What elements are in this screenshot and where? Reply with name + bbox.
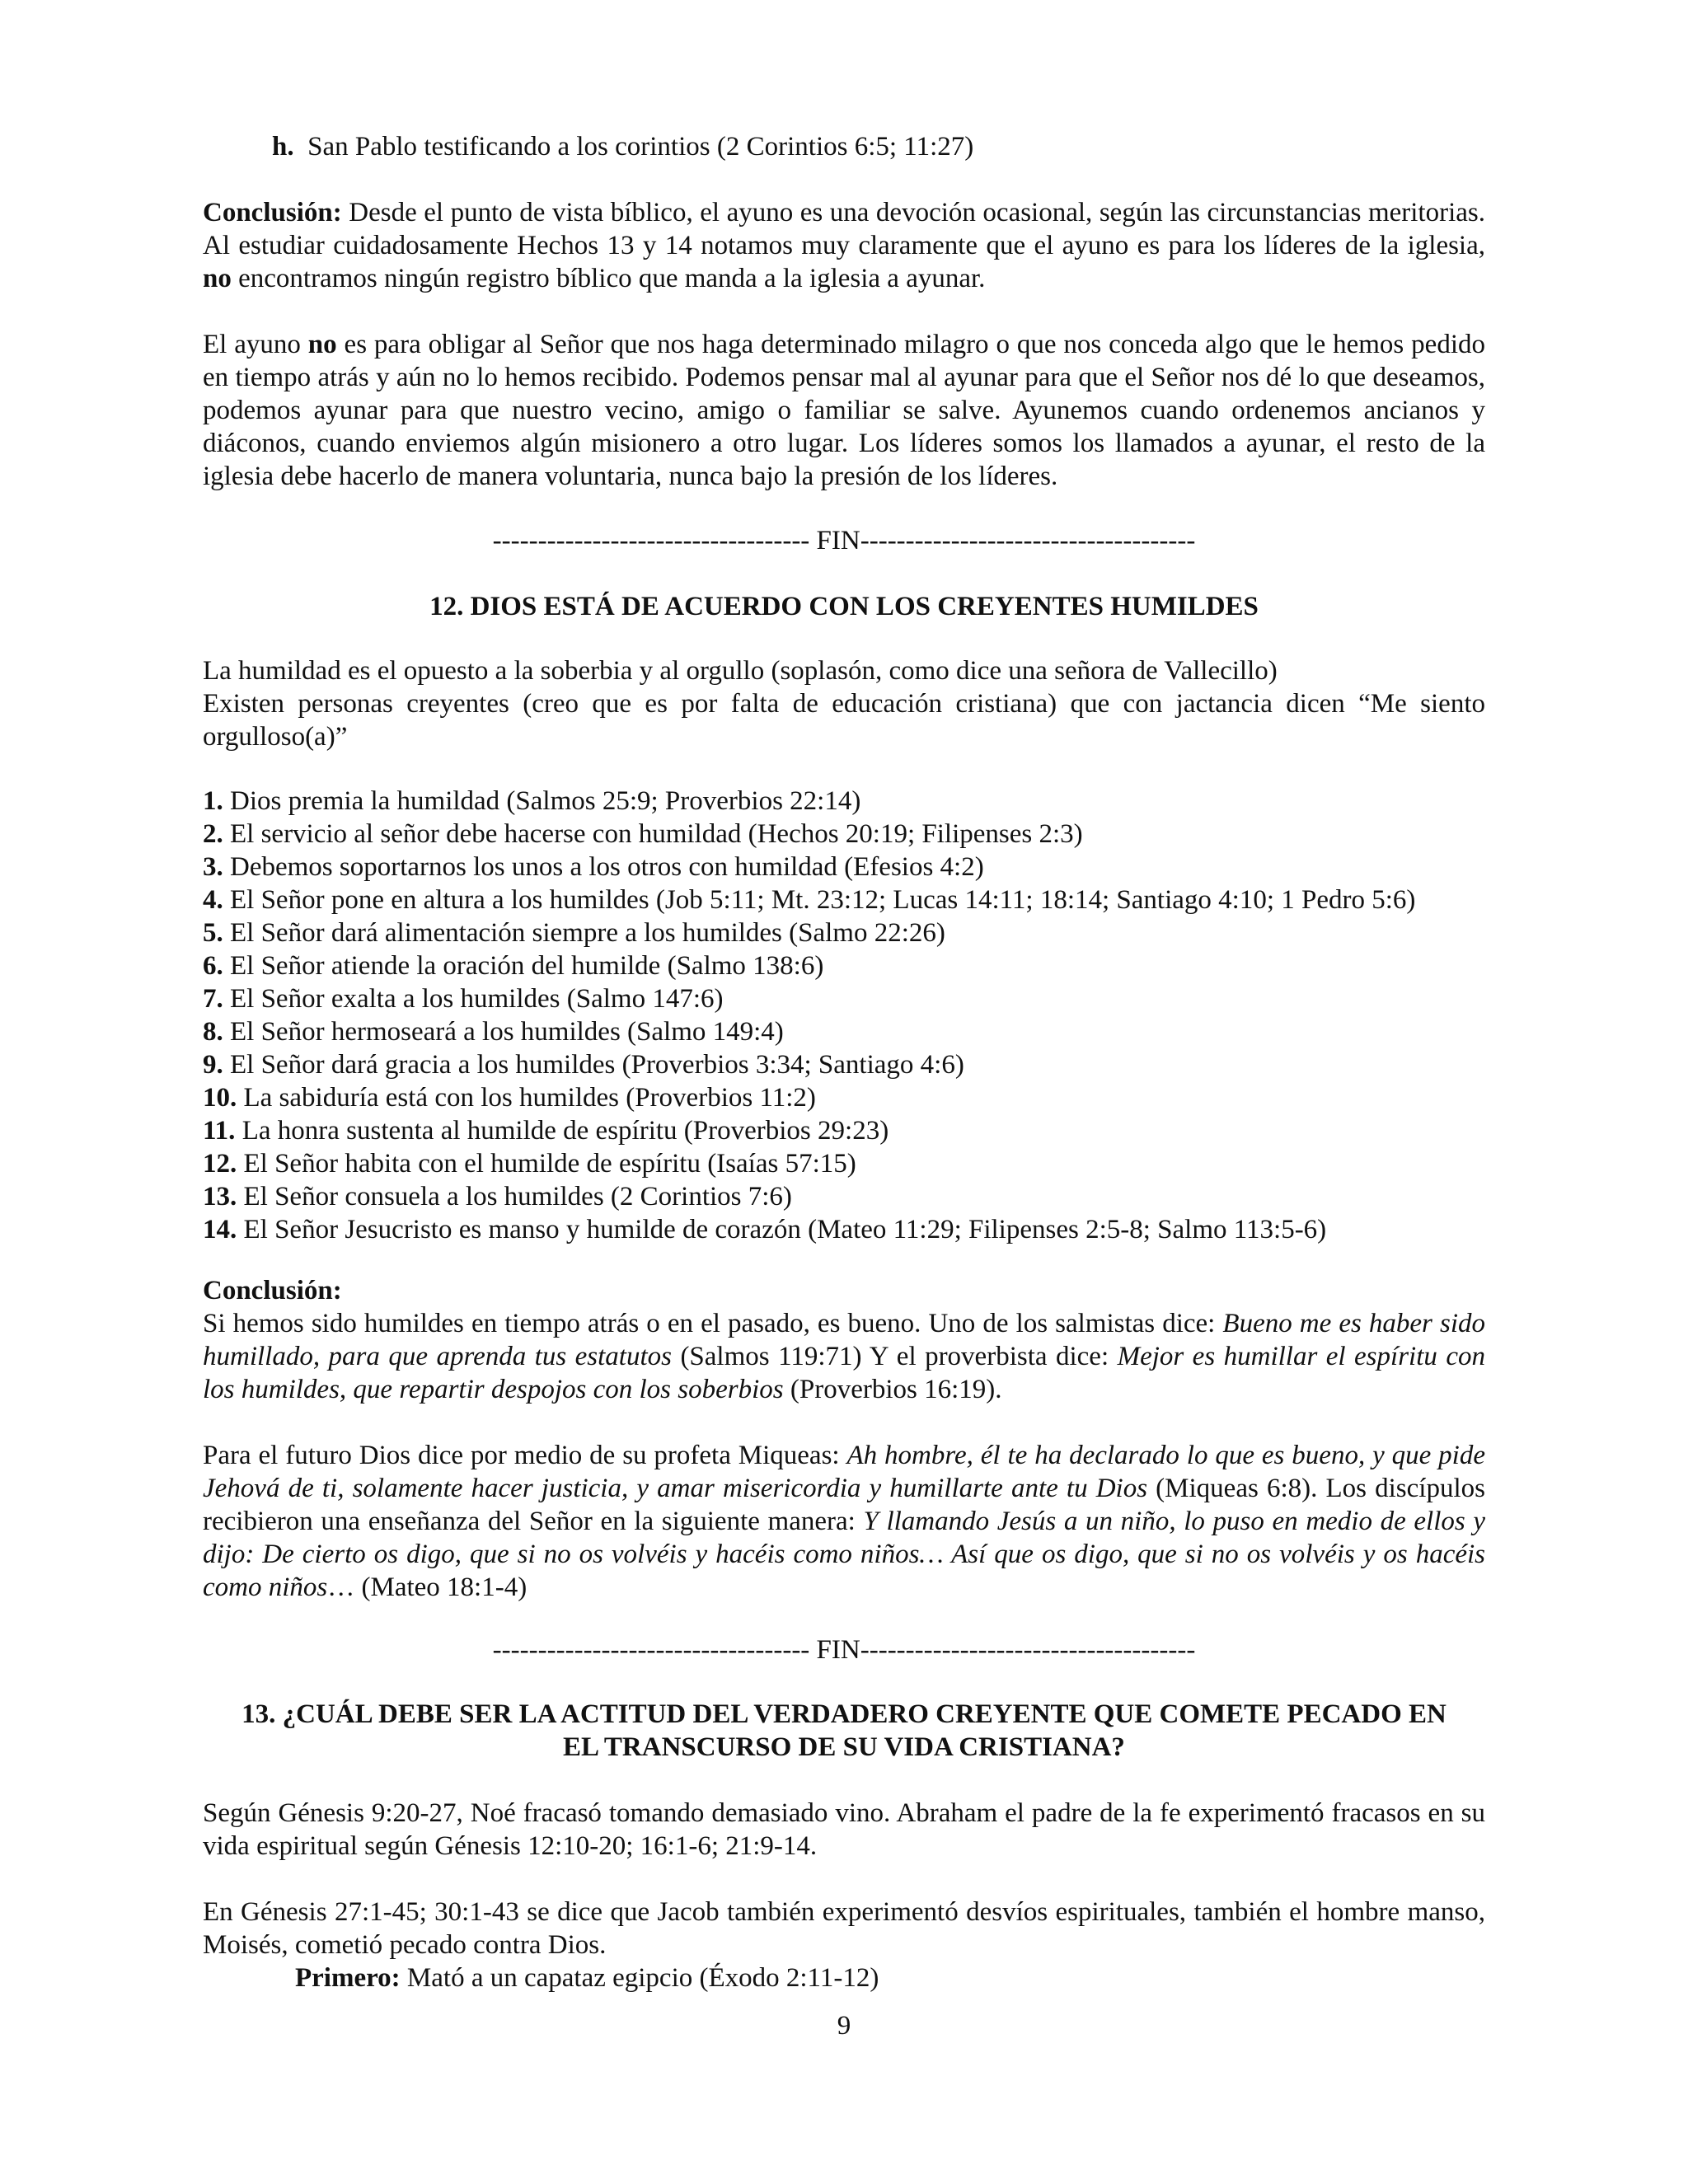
list-item	[203, 949, 1485, 982]
list-item	[203, 1114, 1485, 1147]
section-13-paragraph-1: Según Génesis 9:20-27, Noé fracasó tomando demasiado vino. Abraham el padre de la fe experimentó fracasos en su vida espiritual según Génesis 12:10-20; 16:1-6; 21:9-14.	[203, 1798, 1485, 1861]
item-letter: h.	[272, 132, 294, 162]
list-item-text: El Señor hermoseará a los humildes (Salmo 149:4)	[223, 1017, 784, 1047]
list-item	[203, 851, 1485, 883]
list-item-number: 8.	[203, 1017, 223, 1047]
section-title-line-1: 13. ¿CUÁL DEBE SER LA ACTITUD DEL VERDADERO CREYENTE QUE COMETE PECADO EN	[241, 1699, 1447, 1729]
list-item	[203, 982, 1485, 1015]
section-title: 12. DIOS ESTÁ DE ACUERDO CON LOS CREYENTES HUMILDES	[429, 592, 1259, 621]
primero-text: Mató a un capataz egipcio (Éxodo 2:11-12)	[400, 1963, 879, 1993]
conclusion-paragraph-2: Para el futuro Dios dice por medio de su profeta Miqueas: Ah hombre, él te ha declarado lo que es bueno, y que pide Jehová de ti, solamente hacer justicia, y amar misericordia y humillarte ante tu Dios (Miqueas 6:8). Los discípulos recibieron una enseñanza del Señor en la siguiente manera: Y llamando Jesús a un niño, lo puso en medio de ellos y dijo: De cierto os digo, que si no os volvéis y hacéis como niños… Así que os digo, que si no os volvéis y os hacéis como niños… (Mateo 18:1-4)	[203, 1441, 1486, 1602]
list-item-text: La sabiduría está con los humildes (Proverbios 11:2)	[237, 1083, 816, 1113]
separator-text: ----------------------------------- FIN-------------------------------------	[492, 526, 1196, 555]
list-item-number: 14.	[203, 1215, 237, 1244]
separator-text: ----------------------------------- FIN-------------------------------------	[492, 1635, 1196, 1665]
conclusion-text-end: encontramos ningún registro bíblico que manda a la iglesia a ayunar.	[231, 264, 986, 293]
list-item	[203, 1180, 1485, 1213]
item-text: San Pablo testificando a los corintios (2 Corintios 6:5; 11:27)	[307, 132, 974, 162]
intro-line-1: La humildad es el opuesto a la soberbia y al orgullo (soplasón, como dice una señora de Vallecillo)	[203, 656, 1278, 686]
conclusion-paragraph	[203, 196, 1485, 295]
list-item	[203, 1081, 1485, 1114]
list-item-text: El Señor pone en altura a los humildes (Job 5:11; Mt. 23:12; Lucas 14:11; 18:14; Santiago 4:10; 1 Pedro 5:6)	[223, 885, 1416, 915]
fasting-text-start: El ayuno	[203, 330, 308, 359]
primero-label: Primero:	[295, 1963, 401, 1993]
fasting-paragraph	[203, 328, 1485, 493]
list-item	[203, 883, 1485, 916]
section-13-title	[203, 1698, 1485, 1764]
quote-proverbs: Mejor es humillar el espíritu con los humildes, que repartir despojos con los soberbios	[203, 1342, 1485, 1404]
list-item	[203, 1213, 1485, 1246]
list-item	[203, 916, 1485, 949]
list-item-number: 2.	[203, 819, 223, 849]
list-item-number: 7.	[203, 984, 223, 1014]
section-12-title	[203, 590, 1485, 623]
list-item-number: 9.	[203, 1050, 223, 1080]
list-item-text: La honra sustenta al humilde de espíritu (Proverbios 29:23)	[235, 1116, 889, 1146]
primero-line	[203, 1961, 1485, 1994]
list-item-number: 12.	[203, 1149, 237, 1179]
list-item-text: El Señor dará gracia a los humildes (Proverbios 3:34; Santiago 4:6)	[223, 1050, 964, 1080]
list-item-number: 6.	[203, 951, 223, 981]
humility-list	[203, 785, 1485, 1246]
list-item-number: 13.	[203, 1182, 237, 1212]
list-item-text: El Señor atiende la oración del humilde (Salmo 138:6)	[223, 951, 824, 981]
list-item	[203, 785, 1485, 818]
list-item-number: 3.	[203, 852, 223, 882]
page-number: 9	[837, 2011, 851, 2041]
list-item-text: Debemos soportarnos los unos a los otros con humildad (Efesios 4:2)	[223, 852, 984, 882]
section-title-line-2: EL TRANSCURSO DE SU VIDA CRISTIANA?	[563, 1732, 1125, 1762]
quote-matthew: Y llamando Jesús a un niño, lo puso en medio de ellos y dijo: De cierto os digo, que si no os volvéis y hacéis como niños… Así que os digo, que si no os volvéis y os hacéis como niños	[203, 1507, 1486, 1602]
list-item	[203, 1147, 1485, 1180]
list-item-text: El Señor dará alimentación siempre a los humildes (Salmo 22:26)	[223, 918, 945, 948]
list-item-text: El Señor Jesucristo es manso y humilde de corazón (Mateo 11:29; Filipenses 2:5-8; Salmo 113:5-6)	[237, 1215, 1327, 1244]
fasting-bold-no: no	[307, 330, 337, 359]
intro-line-2: Existen personas creyentes (creo que es por falta de educación cristiana) que con jactancia dicen “Me siento orgulloso(a)”	[203, 689, 1485, 752]
list-item-text: El servicio al señor debe hacerse con humildad (Hechos 20:19; Filipenses 2:3)	[223, 819, 1083, 849]
separator-fin-2	[203, 1633, 1485, 1666]
list-item-number: 1.	[203, 786, 223, 816]
conclusion-paragraph-1: Si hemos sido humildes en tiempo atrás o en el pasado, es bueno. Uno de los salmistas dice: Bueno me es haber sido humillado, para que aprenda tus estatutos (Salmos 119:71) Y el proverbista dice: Mejor es humillar el espíritu con los humildes, que repartir despojos con los soberbios (Proverbios 16:19).	[203, 1309, 1485, 1404]
list-item-number: 10.	[203, 1083, 237, 1113]
separator-fin	[203, 524, 1485, 557]
quote-micah: Ah hombre, él te ha declarado lo que es bueno, y que pide Jehová de ti, solamente hacer justicia, y amar misericordia y humillarte ante tu Dios	[203, 1441, 1485, 1503]
section-12-conclusion	[203, 1274, 1485, 1406]
humility-items	[203, 785, 1485, 1246]
conclusion-text: Desde el punto de vista bíblico, el ayuno es una devoción ocasional, según las circunstancias meritorias. Al estudiar cuidadosamente Hechos 13 y 14 notamos muy claramente que el ayuno es para los líderes de la iglesia,	[203, 198, 1485, 260]
conclusion-bold-no: no	[203, 264, 232, 293]
section-13-paragraph-2: En Génesis 27:1-45; 30:1-43 se dice que Jacob también experimentó desvíos espirituales, también el hombre manso, Moisés, cometió pecado contra Dios. Primero: Mató a un capataz egipcio (Éxodo 2:11-12)	[203, 1897, 1485, 1993]
conclusion-label: Conclusión:	[203, 198, 342, 227]
fasting-text-end: es para obligar al Señor que nos haga determinado milagro o que nos conceda algo que le hemos pedido en tiempo atrás y aún no lo hemos recibido. Podemos pensar mal al ayunar para que el Señor nos dé lo que deseamos, podemos ayunar para que nuestro vecino, amigo o familiar se salve. Ayunemos cuando ordenemos ancianos y diáconos, cuando enviemos algún misionero a otro lugar. Los líderes somos los llamados a ayunar, el resto de la iglesia debe hacerlo de manera voluntaria, nunca bajo la presión de los líderes.	[203, 330, 1485, 491]
list-item	[203, 818, 1485, 851]
list-item-text: Dios premia la humildad (Salmos 25:9; Proverbios 22:14)	[223, 786, 861, 816]
list-item-text: El Señor habita con el humilde de espíritu (Isaías 57:15)	[237, 1149, 856, 1179]
conclusion-label: Conclusión:	[203, 1276, 342, 1305]
list-item	[203, 1048, 1485, 1081]
list-item-number: 5.	[203, 918, 223, 948]
quote-psalm: Bueno me es haber sido humillado, para que aprenda tus estatutos	[203, 1309, 1485, 1371]
list-item	[203, 1015, 1485, 1048]
list-item-number: 11.	[203, 1116, 236, 1146]
section-12-intro	[203, 654, 1485, 753]
list-item-text: El Señor consuela a los humildes (2 Corintios 7:6)	[237, 1182, 792, 1212]
list-item-number: 4.	[203, 885, 223, 915]
list-item-h	[203, 130, 1485, 163]
list-item-text: El Señor exalta a los humildes (Salmo 147:6)	[223, 984, 724, 1014]
